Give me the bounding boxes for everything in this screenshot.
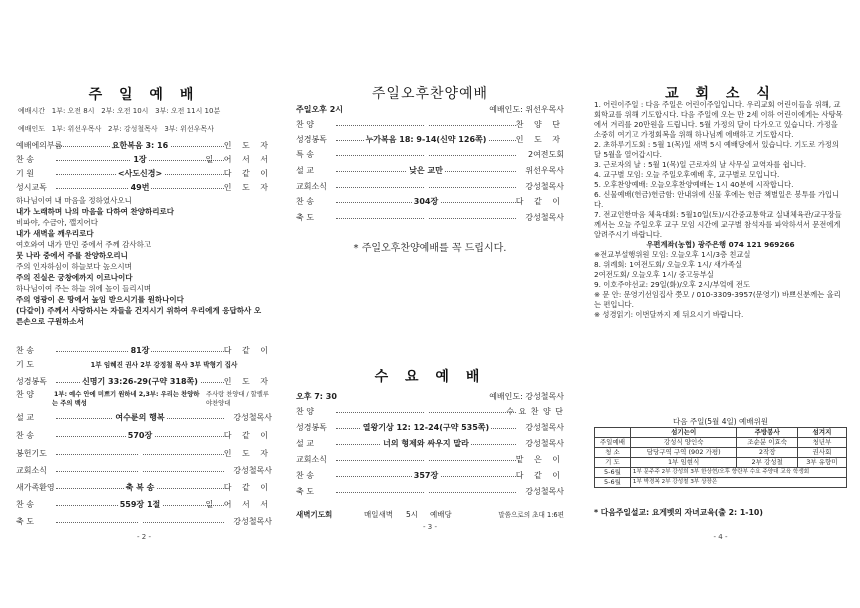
news-item: 4. 교구별 모임: 오늘 주일오후예배 후, 교구별로 모입니다. [594, 170, 780, 179]
news-item: 2여전도회/ 오늘오후 1시/ 중고등부실 [594, 270, 714, 279]
order-row: 기 도 1부 임혜진 권사 2부 강정철 목사 3부 박형기 집사 [16, 360, 238, 369]
order-row: 축 도 강성철목사 [296, 487, 564, 496]
order-row: 축 도 강성철목사 [296, 213, 564, 222]
order-row: 설 교 낮은 교만 위선우목사 [296, 166, 564, 175]
news-item: 1. 어린이주일 : 다음 주일은 어린이주일입니다. 우리교회 어린이들을 위해, 교회학교를 위해 기도합시다. 다음 주일에 오는 만 2세 이하 어린이에게는 사탕목에서 겨리를 20만원을 드립니다. 5월 가정의 달이 다가오고 있습니다. 가정을 소중히 여기고 가정회복을 위해 하나님께 에배하고 기도합시다. [594, 100, 843, 139]
order-row: 찬 양 1부: 예수 안에 미쁘기 원하네 2,3부: 우리는 찬양하는 주의 백성 주사랑 찬양대 / 할렐루야찬양대 [16, 390, 269, 407]
news-item: 8. 위례회: 1여전도회/ 오늘오후 1시/ 새가족실 [594, 260, 742, 269]
order-row: 성시교독 49번 인 도 자 [16, 183, 272, 192]
news-item: 9. 이호주야선교: 29일(화)/오후 2시/부엌에 전도 [594, 280, 751, 289]
afternoon-service-title: 주일오후찬양예배 [371, 86, 489, 102]
news-item: ※ 문 안: 문영기선임집사 쯧모 / 010-3309-3957(문영기) 바쁘신분께는 올리는 편입니다. [594, 290, 841, 309]
next-sermon: * 다음주일설교: 요게벳의 자녀교육(출 2: 1-10) [594, 508, 763, 517]
order-row: 찬 양 찬 양 단 [296, 120, 564, 129]
volunteers-title: 다음 주일(5월 4일) 예배위원 [673, 417, 768, 426]
notice: * 주일오후찬양예배를 꼭 드립시다. [353, 243, 507, 254]
news-item: ※ 성경읽기: 이번달까지 제 뒤요시기 바랍니다. [594, 310, 744, 319]
donation-account: 우편계좌(농협) 광주은행 074 121 969266 [646, 240, 795, 249]
service-info: 오후 7: 30 예배인도: 강성철목사 [296, 392, 564, 401]
order-row: 찬 송 1장 일 어 서 서 [16, 155, 272, 164]
order-row: 봉헌기도 인 도 자 [16, 449, 272, 458]
news-list [594, 100, 847, 320]
order-row: 특 송 2여전도회 [296, 150, 564, 159]
news-item: 5. 오후찬양예배: 오늘오후찬양예배는 1시 40분에 시작합니다. [594, 180, 794, 189]
service-leaders: 예배인도 1부: 위선우목사 2부: 강성철목사 3부: 위선우목사 [18, 125, 214, 133]
order-row: 설 교 여수룬의 행복 강성철목사 [16, 413, 272, 422]
news-title: 교 회 소 식 [665, 86, 776, 102]
order-row: 설 교 너의 형제와 싸우지 말라 강성철목사 [296, 439, 564, 448]
order-row: 교회소식 강성철목사 [296, 182, 564, 191]
dawn-prayer: 새벽기도회 매일새벽 5시 예배당 말씀으로의 초대 1:6편 [296, 510, 564, 519]
order-row: 찬 송 570장 다 같 이 [16, 431, 272, 440]
page-title: 주 일 예 배 [88, 87, 200, 103]
order-row: 교회소식 맡 은 이 [296, 455, 564, 464]
order-row: 찬 송 81장 다 같 이 [16, 346, 272, 355]
order-row: 찬 송 559장 1절 일 어 서 서 [16, 500, 272, 509]
volunteers-table: 섬기는이 주방봉사 섬겨지 주일예배 강성식 양인숙 조순분 이효숙 청년부 청 소 담당구역 구역 (902 가평) 2작장 권사회 기 도 1부 임현식 2부 강성철 3부 유향미 5-6월 1부 문주주 2부 강성희 3부 한상현/오후 향란부 수요 주양대 교육 학생회 5-6월 1부 박경복 2부 강성철 3부 상장은 [594, 427, 847, 488]
order-row: 성경봉독 신명기 33:26-29(구약 318쪽) 인 도 자 [16, 377, 272, 386]
news-item: ※전교부설행위원 모임: 오늘오후 1시/3층 친교실 [594, 250, 751, 259]
news-item: 3. 근로자의 날 : 5월 1(목)일 근로자의 날 사무실 교역자를 쉽니다. [594, 160, 807, 169]
responsive-reading: 하나님이여 내 마음을 정하였사오니 내가 노래하며 나의 마음을 다하여 찬양하리로다 비파야, 수금아, 깰지어다 내가 새벽을 깨우리로다 여호와여 내가 만민 중에서 주께 감사하고 뭇 나라 중에서 주를 찬양하오리니 주의 인자하심이 하늘보다 높으시며 주의 진실은 궁창에까지 이르나이다 하나님이여 주는 하늘 위에 높이 들리시며 주의 영광이 온 땅에서 높임 받으시기를 원하나이다 (다같이) 주께서 사랑하시는 자들을 건지시기 위하여 우리에게 응답하사 오 른손으로 구원하소서 [16, 196, 262, 326]
order-row: 찬 송 304장 다 같 이 [296, 197, 564, 206]
order-row: 축 도 강성철목사 [16, 517, 272, 526]
page-number: - 4 - [713, 533, 728, 541]
order-row: 새가족환영 축 복 송 다 같 이 [16, 483, 272, 492]
news-item: 6. 신물예배(헌금)헌금함: 안내위에 신물 후에는 헌금 책별일은 봉투를 가입니다. [594, 190, 840, 209]
order-row: 예배에의부름 요한복음 3: 16 인 도 자 [16, 141, 272, 150]
news-item: 7. 전교인한마음 체육대회: 5월10일(토)/시간중교통학교 실내체육관/교구장들께서는 오늘 주일오후 교구 모임 시간에 교구별 참석자를 파악하셔서 문전에게 알려주시기 바랍니다. [594, 210, 842, 239]
order-row: 성경봉독 열왕기상 12: 12-24(구약 535쪽) 강성철목사 [296, 423, 564, 432]
wednesday-service-title: 수 요 예 배 [374, 369, 486, 385]
order-row: 교회소식 강성철목사 [16, 466, 272, 475]
page-number: - 2 - [137, 533, 151, 541]
order-row: 기 원 <사도신경> 다 같 이 [16, 169, 272, 178]
order-row: 찬 양 수 요 찬 양 단 [296, 407, 564, 416]
page-number: - 3 - [423, 523, 437, 531]
order-row: 성경봉독 누가복음 18: 9-14(신약 126쪽) 인 도 자 [296, 135, 564, 144]
news-item: 2. 초하루기도회 : 5월 1(목)일 새벽 5시 예배당에서 있습니다. 기도로 가정의 달 5월을 열어갑시다. [594, 140, 839, 159]
order-row: 찬 송 357장 다 같 이 [296, 471, 564, 480]
service-times: 예배시간 1부: 오전 8시 2부: 오전 10시 3부: 오전 11시 10분 [18, 107, 221, 115]
service-info: 주일오후 2시 예배인도: 위선우목사 [296, 105, 564, 114]
